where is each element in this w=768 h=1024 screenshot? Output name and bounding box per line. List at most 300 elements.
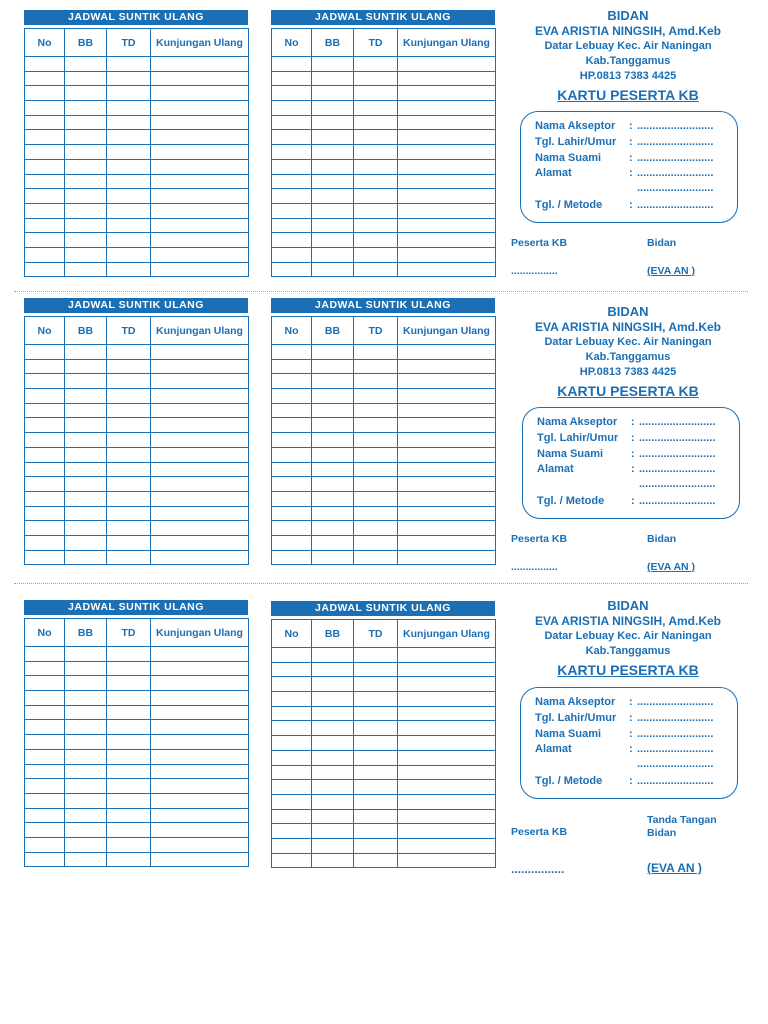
- peserta-kb-label: Peserta KB: [511, 533, 568, 545]
- table-row: [25, 86, 249, 101]
- table-cell: [272, 809, 312, 824]
- table-cell: [272, 535, 312, 550]
- bidan-signature-name: (EVA AN ): [647, 561, 696, 573]
- field-tgl-lahir: Tgl. Lahir/Umur : .........................: [535, 712, 714, 724]
- table-cell: [65, 130, 107, 145]
- table-cell: [312, 159, 354, 174]
- table-cell: [151, 374, 249, 389]
- table-cell: [398, 780, 496, 795]
- table-cell: [151, 852, 249, 867]
- table-cell: [312, 374, 354, 389]
- table-row: [272, 853, 496, 868]
- table-row: [272, 233, 496, 248]
- table-cell: [25, 477, 65, 492]
- bidan-title: BIDAN: [607, 598, 649, 613]
- table-cell: [107, 101, 151, 116]
- midwife-name: EVA ARISTIA NINGSIH, Amd.Keb: [534, 614, 721, 628]
- peserta-kb-label: Peserta KB: [511, 826, 568, 838]
- col-bb: BB: [65, 317, 107, 345]
- col-td: TD: [354, 620, 398, 648]
- table-cell: [312, 418, 354, 433]
- table-cell: [312, 765, 354, 780]
- table-cell: [354, 203, 398, 218]
- table-cell: [354, 389, 398, 404]
- table-cell: [272, 447, 312, 462]
- table-cell: [25, 115, 65, 130]
- table-cell: [398, 247, 496, 262]
- table-cell: [107, 462, 151, 477]
- table-cell: [151, 764, 249, 779]
- table-cell: [312, 189, 354, 204]
- table-cell: [25, 233, 65, 248]
- table-cell: [25, 823, 65, 838]
- table-cell: [151, 145, 249, 160]
- table-cell: [272, 57, 312, 72]
- table-cell: [25, 86, 65, 101]
- table-row: [25, 823, 249, 838]
- col-no: No: [25, 317, 65, 345]
- table-cell: [398, 477, 496, 492]
- table-cell: [272, 477, 312, 492]
- tanda-tangan-bidan-label: [647, 814, 717, 840]
- table-cell: [398, 71, 496, 86]
- table-row: [25, 764, 249, 779]
- table-row: [272, 692, 496, 707]
- table-cell: [65, 447, 107, 462]
- col-kunjungan-ulang: Kunjungan Ulang: [398, 317, 496, 345]
- col-bb: BB: [312, 317, 354, 345]
- col-no: No: [272, 620, 312, 648]
- table-cell: [151, 705, 249, 720]
- table-row: [25, 447, 249, 462]
- table-row: [272, 765, 496, 780]
- field-alamat: Alamat : .........................: [535, 743, 714, 755]
- table-cell: [312, 853, 354, 868]
- table-row: [25, 389, 249, 404]
- table-cell: [151, 506, 249, 521]
- table-cell: [272, 706, 312, 721]
- table-cell: [354, 101, 398, 116]
- schedule-grid: [24, 316, 249, 565]
- table-cell: [25, 661, 65, 676]
- table-cell: [312, 662, 354, 677]
- table-cell: [107, 506, 151, 521]
- table-cell: [65, 676, 107, 691]
- table-cell: [65, 359, 107, 374]
- table-cell: [398, 174, 496, 189]
- table-cell: [151, 115, 249, 130]
- table-cell: [354, 521, 398, 536]
- kartu-title: KARTU PESERTA KB: [557, 87, 699, 103]
- table-row: [25, 720, 249, 735]
- table-cell: [151, 233, 249, 248]
- table-cell: [312, 692, 354, 707]
- table-cell: [398, 692, 496, 707]
- col-kunjungan-ulang: Kunjungan Ulang: [398, 620, 496, 648]
- field-nama-suami: Nama Suami : .........................: [537, 448, 716, 460]
- table-cell: [151, 71, 249, 86]
- table-cell: [65, 647, 107, 662]
- table-cell: [65, 793, 107, 808]
- table-cell: [312, 677, 354, 692]
- table-row: [272, 345, 496, 360]
- table-cell: [312, 101, 354, 116]
- table-cell: [151, 521, 249, 536]
- table-cell: [151, 550, 249, 565]
- table-row: [272, 506, 496, 521]
- table-cell: [312, 389, 354, 404]
- table-cell: [398, 765, 496, 780]
- table-row: [272, 115, 496, 130]
- table-cell: [354, 233, 398, 248]
- table-cell: [107, 691, 151, 706]
- patient-field-box: [520, 687, 738, 799]
- table-cell: [354, 721, 398, 736]
- table-row: [25, 837, 249, 852]
- col-td: TD: [107, 29, 151, 57]
- table-cell: [65, 535, 107, 550]
- kb-card: [506, 304, 750, 582]
- table-cell: [312, 403, 354, 418]
- table-cell: [272, 418, 312, 433]
- table-cell: [272, 115, 312, 130]
- table-cell: [151, 203, 249, 218]
- address-line-2: Kab.Tanggamus: [585, 55, 671, 67]
- table-cell: [272, 145, 312, 160]
- table-cell: [398, 662, 496, 677]
- table-cell: [25, 749, 65, 764]
- table-cell: [25, 159, 65, 174]
- table-cell: [272, 462, 312, 477]
- patient-field-box: [520, 111, 738, 223]
- field-alamat-continuation: .........................: [637, 758, 714, 770]
- table-cell: [398, 491, 496, 506]
- table-cell: [107, 115, 151, 130]
- schedule-header: JADWAL SUNTIK ULANG: [24, 600, 248, 615]
- table-cell: [398, 521, 496, 536]
- table-row: [25, 491, 249, 506]
- table-row: [25, 661, 249, 676]
- table-cell: [65, 691, 107, 706]
- table-cell: [398, 418, 496, 433]
- table-cell: [354, 71, 398, 86]
- table-cell: [107, 779, 151, 794]
- table-cell: [272, 218, 312, 233]
- table-row: [272, 145, 496, 160]
- table-cell: [151, 345, 249, 360]
- table-cell: [312, 130, 354, 145]
- field-alamat-continuation: .........................: [637, 182, 714, 194]
- bidan-label: Bidan: [647, 237, 677, 249]
- table-cell: [312, 86, 354, 101]
- table-cell: [354, 403, 398, 418]
- table-cell: [107, 793, 151, 808]
- table-cell: [312, 736, 354, 751]
- schedule-table-right: [271, 601, 495, 868]
- table-cell: [272, 159, 312, 174]
- table-cell: [65, 735, 107, 750]
- schedule-table-right: [271, 298, 495, 565]
- table-cell: [354, 218, 398, 233]
- table-row: [272, 794, 496, 809]
- table-cell: [354, 491, 398, 506]
- schedule-header: JADWAL SUNTIK ULANG: [271, 10, 495, 25]
- table-row: [272, 101, 496, 116]
- table-cell: [272, 130, 312, 145]
- table-cell: [312, 115, 354, 130]
- table-cell: [65, 462, 107, 477]
- table-row: [25, 477, 249, 492]
- table-cell: [354, 550, 398, 565]
- table-cell: [107, 647, 151, 662]
- table-cell: [272, 780, 312, 795]
- table-cell: [25, 174, 65, 189]
- table-cell: [272, 86, 312, 101]
- table-cell: [312, 809, 354, 824]
- table-cell: [25, 852, 65, 867]
- table-row: [272, 447, 496, 462]
- table-cell: [25, 705, 65, 720]
- address-line-1: Datar Lebuay Kec. Air Naningan: [544, 630, 712, 642]
- table-cell: [354, 780, 398, 795]
- table-cell: [65, 477, 107, 492]
- field-tgl-metode: Tgl. / Metode : .........................: [537, 495, 716, 507]
- table-cell: [398, 794, 496, 809]
- table-cell: [354, 374, 398, 389]
- table-cell: [398, 145, 496, 160]
- table-cell: [107, 823, 151, 838]
- midwife-name: EVA ARISTIA NINGSIH, Amd.Keb: [534, 320, 721, 334]
- table-cell: [65, 720, 107, 735]
- table-cell: [107, 174, 151, 189]
- table-cell: [107, 247, 151, 262]
- address-line-1: Datar Lebuay Kec. Air Naningan: [544, 336, 712, 348]
- table-cell: [65, 521, 107, 536]
- table-cell: [151, 262, 249, 277]
- table-cell: [312, 648, 354, 663]
- table-cell: [398, 838, 496, 853]
- bidan-title: BIDAN: [607, 8, 649, 23]
- bidan-signature-name: (EVA AN ): [647, 265, 696, 277]
- table-cell: [151, 823, 249, 838]
- table-cell: [107, 345, 151, 360]
- table-row: [272, 262, 496, 277]
- schedule-table-left: [24, 10, 248, 277]
- field-tgl-metode: Tgl. / Metode : .........................: [535, 199, 714, 211]
- col-kunjungan-ulang: Kunjungan Ulang: [151, 317, 249, 345]
- table-cell: [151, 57, 249, 72]
- table-cell: [107, 720, 151, 735]
- address-line-2: Kab.Tanggamus: [585, 351, 671, 363]
- table-row: [25, 676, 249, 691]
- table-cell: [65, 345, 107, 360]
- table-cell: [151, 477, 249, 492]
- table-cell: [151, 691, 249, 706]
- table-cell: [398, 535, 496, 550]
- table-cell: [272, 262, 312, 277]
- table-row: [272, 462, 496, 477]
- table-cell: [354, 765, 398, 780]
- table-cell: [398, 721, 496, 736]
- table-row: [25, 735, 249, 750]
- table-cell: [354, 736, 398, 751]
- col-kunjungan-ulang: Kunjungan Ulang: [151, 29, 249, 57]
- table-cell: [151, 535, 249, 550]
- phone-number: HP.0813 7383 4425: [579, 70, 677, 82]
- table-row: [272, 824, 496, 839]
- table-cell: [398, 550, 496, 565]
- table-cell: [312, 491, 354, 506]
- table-cell: [354, 535, 398, 550]
- field-alamat: Alamat : .........................: [535, 167, 714, 179]
- table-cell: [354, 506, 398, 521]
- table-row: [25, 462, 249, 477]
- table-cell: [151, 779, 249, 794]
- table-cell: [312, 794, 354, 809]
- table-cell: [272, 648, 312, 663]
- table-cell: [25, 779, 65, 794]
- table-row: [25, 705, 249, 720]
- field-nama-akseptor: Nama Akseptor : .........................: [535, 120, 714, 132]
- table-cell: [65, 86, 107, 101]
- table-cell: [354, 189, 398, 204]
- table-cell: [107, 159, 151, 174]
- schedule-header: JADWAL SUNTIK ULANG: [271, 601, 495, 616]
- table-cell: [25, 262, 65, 277]
- midwife-name: EVA ARISTIA NINGSIH, Amd.Keb: [534, 24, 721, 38]
- table-cell: [151, 359, 249, 374]
- table-cell: [65, 189, 107, 204]
- table-cell: [65, 506, 107, 521]
- table-cell: [25, 433, 65, 448]
- table-row: [25, 749, 249, 764]
- table-cell: [107, 403, 151, 418]
- table-cell: [354, 838, 398, 853]
- table-cell: [312, 71, 354, 86]
- table-cell: [65, 661, 107, 676]
- table-cell: [25, 521, 65, 536]
- table-cell: [65, 705, 107, 720]
- table-cell: [151, 403, 249, 418]
- table-cell: [25, 189, 65, 204]
- col-td: TD: [354, 29, 398, 57]
- table-cell: [354, 706, 398, 721]
- table-cell: [398, 262, 496, 277]
- table-cell: [312, 477, 354, 492]
- table-row: [272, 86, 496, 101]
- table-cell: [65, 247, 107, 262]
- table-cell: [65, 233, 107, 248]
- table-cell: [312, 174, 354, 189]
- table-row: [25, 403, 249, 418]
- kb-card-section-3: [0, 588, 768, 878]
- table-cell: [65, 159, 107, 174]
- table-cell: [25, 462, 65, 477]
- table-cell: [398, 648, 496, 663]
- table-cell: [107, 145, 151, 160]
- kartu-title: KARTU PESERTA KB: [557, 383, 699, 399]
- field-nama-akseptor: Nama Akseptor : .........................: [535, 696, 714, 708]
- table-cell: [25, 447, 65, 462]
- schedule-table-right: [271, 10, 495, 277]
- cut-line: [14, 583, 748, 584]
- table-row: [25, 262, 249, 277]
- table-cell: [272, 174, 312, 189]
- address-line-1: Datar Lebuay Kec. Air Naningan: [544, 40, 712, 52]
- table-cell: [25, 506, 65, 521]
- table-cell: [151, 130, 249, 145]
- col-no: No: [272, 29, 312, 57]
- table-cell: [354, 648, 398, 663]
- table-cell: [151, 735, 249, 750]
- table-cell: [107, 735, 151, 750]
- table-row: [25, 535, 249, 550]
- table-row: [272, 780, 496, 795]
- table-row: [272, 218, 496, 233]
- table-cell: [272, 101, 312, 116]
- table-cell: [107, 852, 151, 867]
- table-cell: [25, 145, 65, 160]
- table-cell: [272, 750, 312, 765]
- table-cell: [107, 764, 151, 779]
- table-cell: [151, 447, 249, 462]
- schedule-table-left: [24, 600, 248, 867]
- table-cell: [312, 838, 354, 853]
- table-row: [25, 359, 249, 374]
- table-cell: [354, 692, 398, 707]
- table-cell: [272, 433, 312, 448]
- table-row: [25, 218, 249, 233]
- field-tgl-lahir: Tgl. Lahir/Umur : .........................: [535, 136, 714, 148]
- table-cell: [312, 447, 354, 462]
- table-cell: [398, 824, 496, 839]
- col-bb: BB: [312, 620, 354, 648]
- table-row: [272, 247, 496, 262]
- table-row: [272, 838, 496, 853]
- table-row: [272, 389, 496, 404]
- field-alamat-continuation: .........................: [639, 478, 716, 490]
- table-cell: [65, 779, 107, 794]
- table-cell: [312, 145, 354, 160]
- table-row: [272, 203, 496, 218]
- table-cell: [107, 418, 151, 433]
- table-cell: [107, 86, 151, 101]
- table-cell: [272, 247, 312, 262]
- table-cell: [398, 115, 496, 130]
- table-row: [25, 57, 249, 72]
- table-cell: [272, 794, 312, 809]
- table-cell: [354, 853, 398, 868]
- table-cell: [65, 852, 107, 867]
- table-cell: [354, 145, 398, 160]
- table-cell: [354, 57, 398, 72]
- table-cell: [151, 418, 249, 433]
- table-cell: [25, 203, 65, 218]
- table-row: [25, 418, 249, 433]
- table-cell: [312, 57, 354, 72]
- table-cell: [312, 359, 354, 374]
- table-cell: [272, 374, 312, 389]
- table-cell: [272, 359, 312, 374]
- table-cell: [151, 491, 249, 506]
- table-cell: [65, 145, 107, 160]
- table-cell: [107, 71, 151, 86]
- schedule-header: JADWAL SUNTIK ULANG: [271, 298, 495, 313]
- table-row: [272, 189, 496, 204]
- table-row: [272, 550, 496, 565]
- table-cell: [354, 662, 398, 677]
- table-cell: [107, 550, 151, 565]
